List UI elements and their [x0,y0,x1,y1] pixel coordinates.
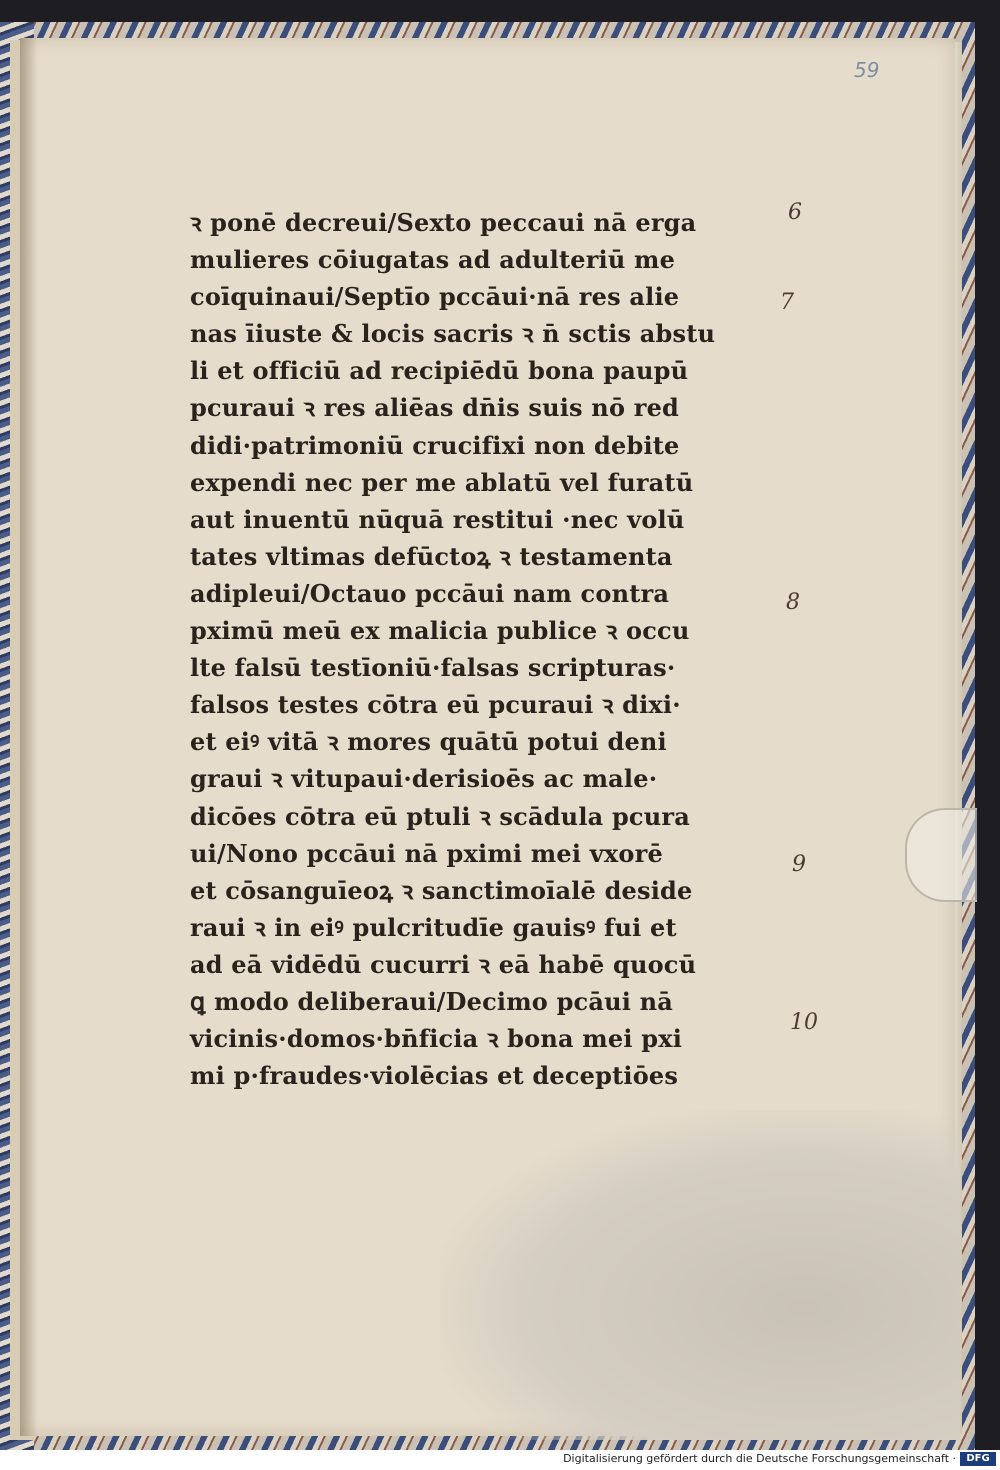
margin-note-10: 10 [790,1010,818,1035]
text-line: ad eā vidēdū cucurri ꝛ eā habē quocū [190,949,697,979]
text-line: li et officiū ad recipiēdū bona paupū [190,356,689,386]
text-line: ꝛ ponē decreui/Sexto peccaui nā erga [190,208,697,237]
page-gutter-shadow [20,38,38,1436]
text-line: vicinis·domos·bn̄ficia ꝛ bona mei pxi [190,1024,683,1054]
text-line: nas īiuste & locis sacris ꝛ n̄ sctis abstu [190,319,716,349]
text-line: pximū meū ex malicia publice ꝛ occu [190,616,690,646]
text-line: falsos testes cōtra eū pcuraui ꝛ dixi· [190,690,681,720]
margin-note-8: 8 [786,590,800,615]
margin-note-9: 9 [792,852,806,877]
text-line: et eiꝰ vitā ꝛ mores quātū potui deni [190,727,667,757]
text-line: aut inuentū nūquā restitui ·nec volū [190,504,685,534]
margin-note-7: 7 [780,290,794,315]
text-line: mi p·fraudes·violēcias et deceptiōes [190,1061,679,1091]
text-line: ui/Nono pccāui nā pximi mei vxorē [190,838,663,868]
text-line: mulieres cōiugatas ad adulteriū me [190,245,676,275]
text-line: coīquinaui/Septīo pccāui·nā res alie [190,282,680,312]
text-line: ꝗ modo deliberaui/Decimo pcāui nā [190,986,674,1016]
page-clip [905,808,977,902]
footer-credit: Digitalisierung gefördert durch die Deutsche Forschungsgemeinschaft · [563,1452,956,1465]
text-line: dicōes cōtra eū ptuli ꝛ scādula pcura [190,801,690,831]
text-line: lte falsū testīoniū·falsas scripturas· [190,653,676,683]
text-line: expendi nec per me ablatū vel furatū [190,467,694,497]
printed-text-block [190,204,760,1094]
dfg-logo: DFG [960,1452,996,1466]
text-line: pcuraui ꝛ res aliēas dn̄is suis nō red [190,393,680,423]
text-line: raui ꝛ in eiꝰ pulcritudīe gauisꝰ fui et [190,912,677,942]
page-number: 59 [854,58,880,82]
text-line: didi·patrimoniū crucifixi non debite [190,430,680,460]
text-line: tates vltimas defūctoꝝ ꝛ testamenta [190,541,673,571]
text-line: et cōsanguīeoꝝ ꝛ sanctimoīalē deside [190,875,693,905]
text-line: adipleui/Octauo pccāui nam contra [190,578,670,608]
water-stain [440,1110,960,1440]
margin-note-6: 6 [788,200,802,225]
text-line: graui ꝛ vitupaui·derisioēs ac male· [190,764,658,794]
